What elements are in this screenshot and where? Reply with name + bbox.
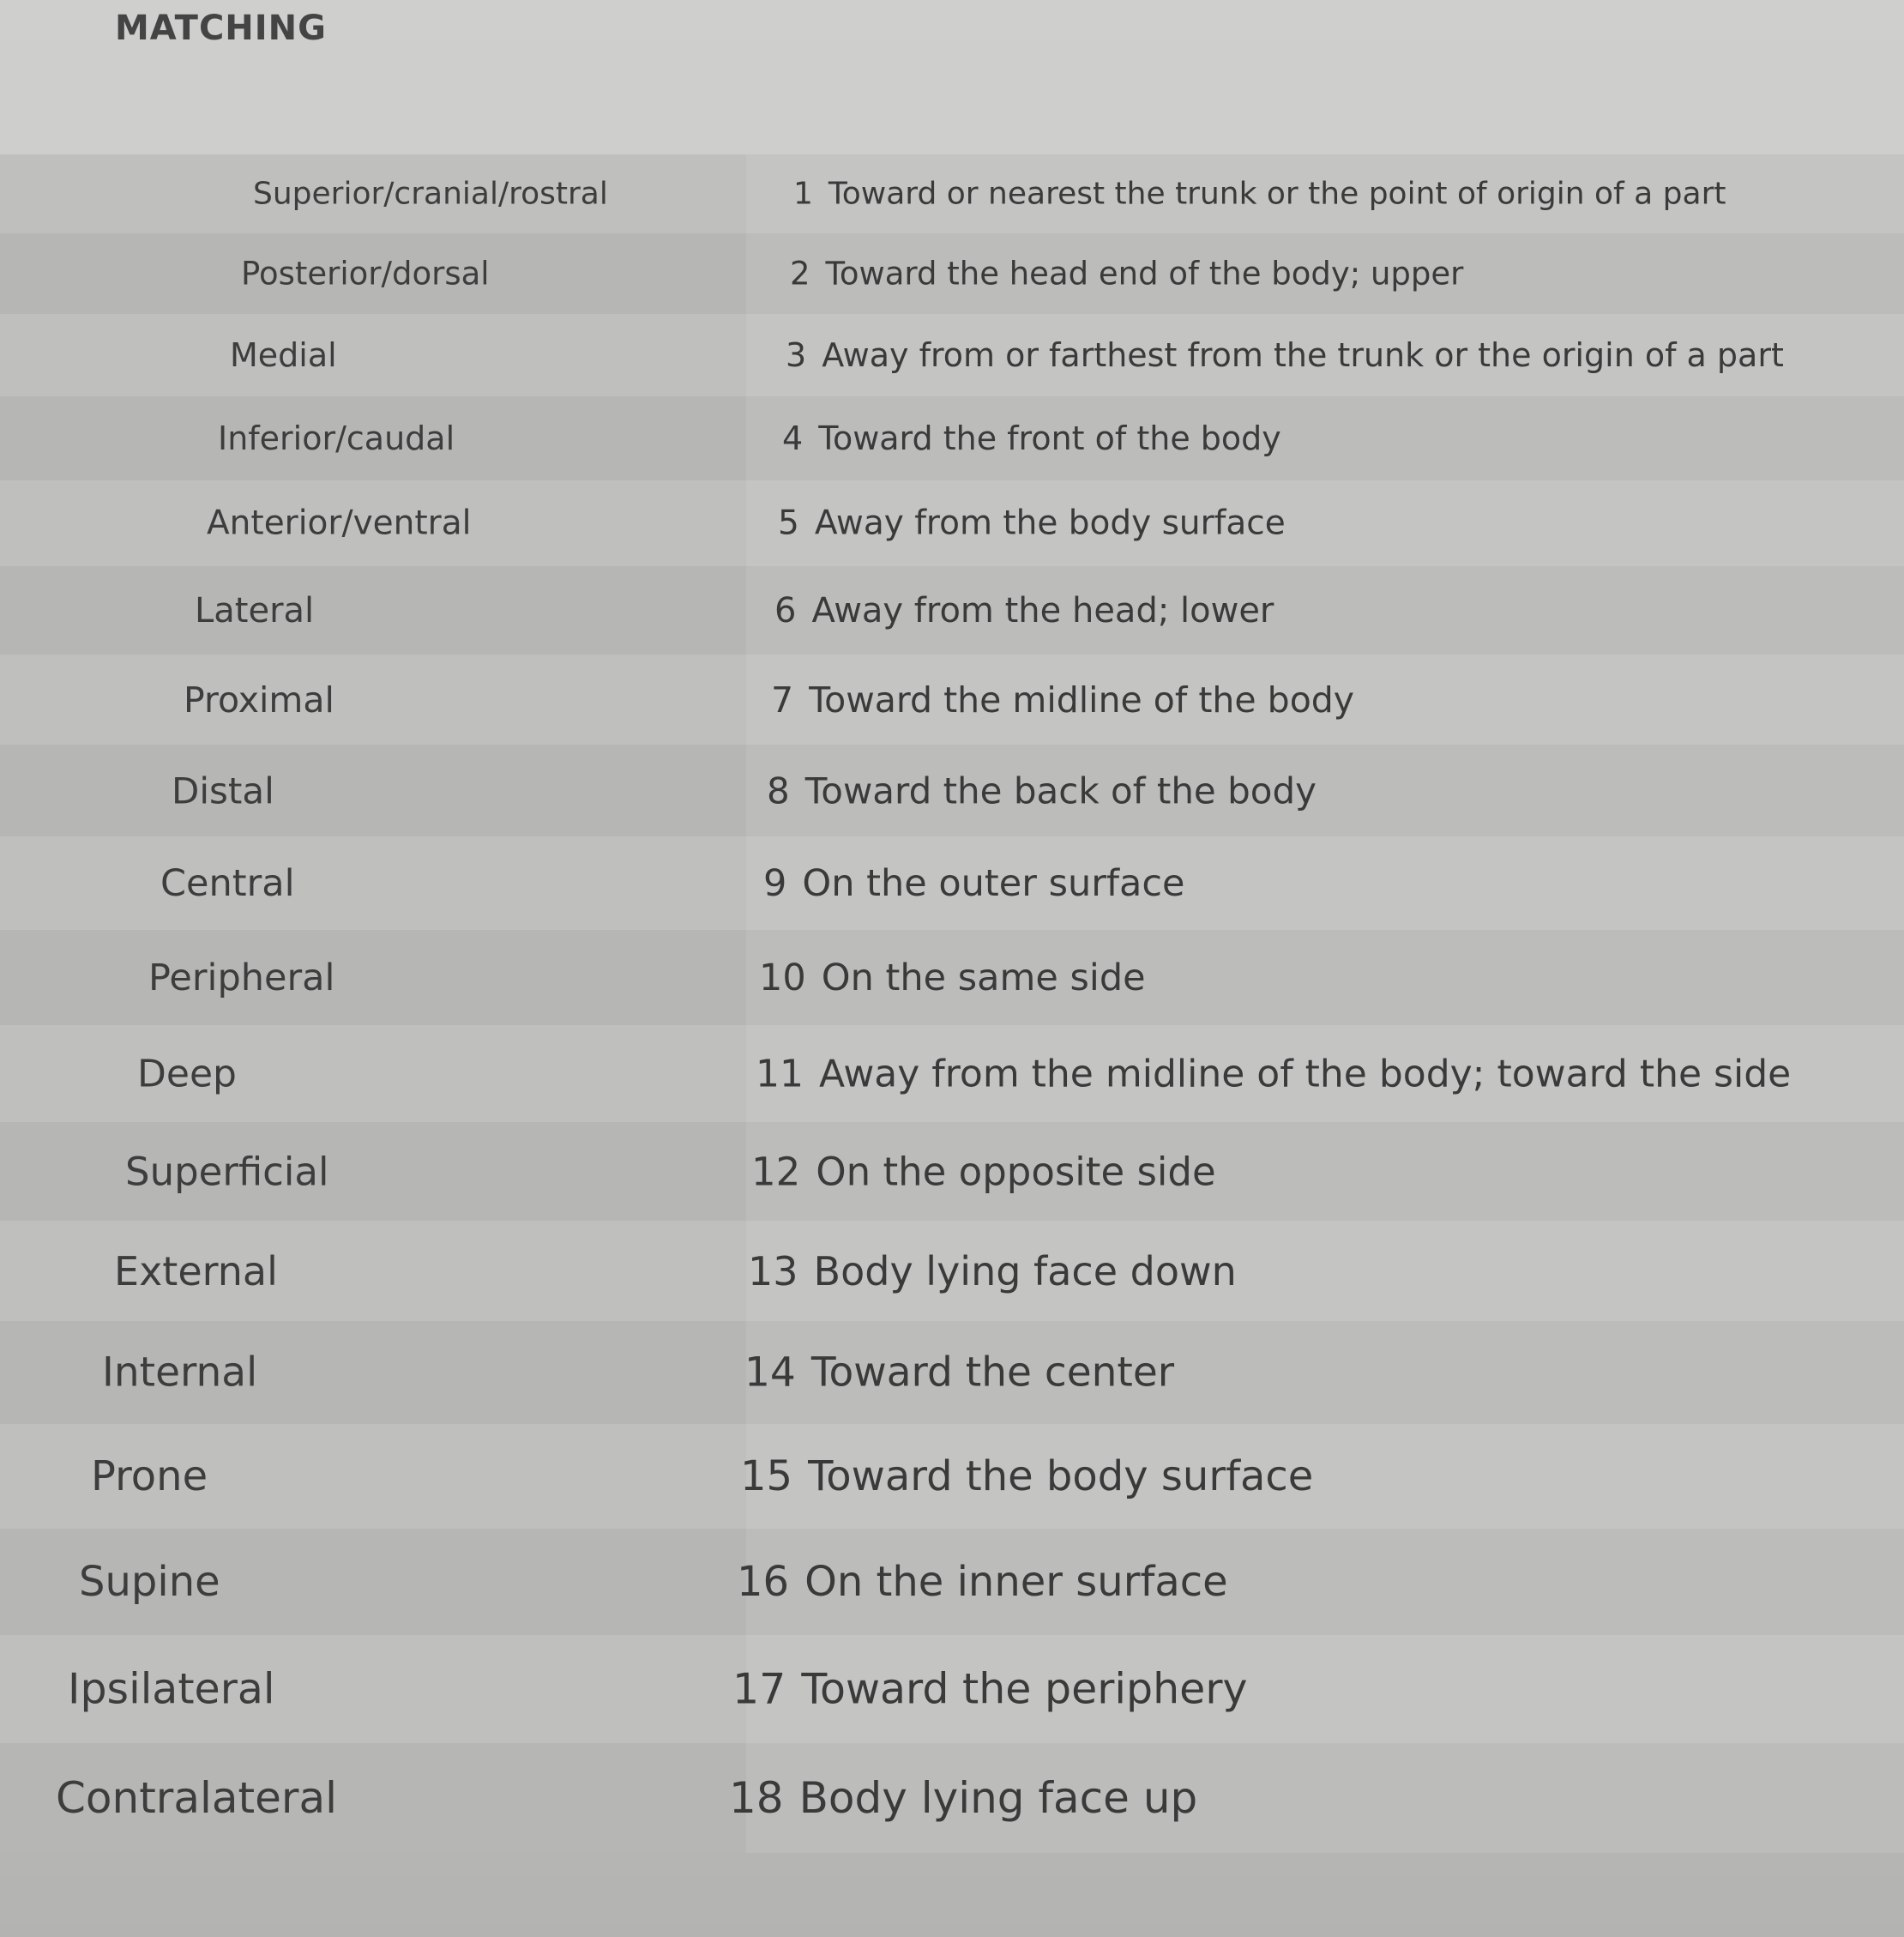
definition-text (729, 1773, 1197, 1823)
definition-number: 4 (782, 419, 804, 457)
definition-number: 3 (786, 336, 807, 374)
term-label: Posterior/dorsal (241, 255, 490, 293)
table-row (0, 314, 1904, 396)
definition-label: On the inner surface (804, 1558, 1228, 1606)
term-label: Central (160, 861, 295, 905)
term-label: Peripheral (148, 956, 335, 999)
definition-label: Away from the midline of the body; toward the side (819, 1052, 1792, 1095)
definition-number: 15 (740, 1452, 793, 1500)
definition-number: 6 (774, 590, 797, 631)
definition-label: Body lying face up (798, 1773, 1198, 1823)
definition-label: Body lying face down (813, 1247, 1237, 1294)
table-row (0, 1025, 1904, 1122)
definition-text (774, 591, 1274, 631)
table-row (0, 655, 1904, 745)
definition-number: 2 (790, 255, 810, 293)
definition-text (782, 419, 1281, 457)
term-label: Proximal (184, 679, 334, 721)
definition-label: Away from the body surface (814, 504, 1286, 543)
table-row (0, 1221, 1904, 1321)
definition-number: 9 (763, 861, 787, 905)
definition-label: Toward the head end of the body; upper (825, 255, 1464, 293)
definition-text (786, 336, 1784, 374)
definition-number: 17 (732, 1664, 786, 1714)
table-row (0, 1743, 1904, 1853)
table-row (0, 1635, 1904, 1743)
term-label: Inferior/caudal (218, 419, 455, 457)
definition-number: 12 (751, 1149, 801, 1194)
definition-text (790, 256, 1463, 293)
table-row (0, 930, 1904, 1025)
definition-text (778, 504, 1286, 543)
term-label: Anterior/ventral (207, 504, 472, 543)
definition-label: On the same side (821, 956, 1146, 999)
table-row (0, 745, 1904, 836)
definition-text (748, 1248, 1237, 1294)
definition-label: On the opposite side (816, 1149, 1216, 1194)
definition-number: 5 (778, 504, 799, 543)
definition-label: Away from or farthest from the trunk or the origin of a part (822, 336, 1784, 374)
definition-label: Toward the body surface (808, 1452, 1314, 1500)
table-row (0, 1424, 1904, 1529)
table-row (0, 836, 1904, 930)
definition-text (793, 177, 1726, 212)
definition-label: Toward the midline of the body (809, 679, 1355, 721)
term-label: External (114, 1247, 278, 1294)
term-label: Superior/cranial/rostral (253, 176, 608, 212)
term-label: Lateral (195, 590, 315, 631)
matching-table (0, 154, 1904, 1853)
term-label: Deep (137, 1052, 237, 1095)
definition-number: 13 (748, 1247, 798, 1294)
definition-number: 16 (737, 1558, 790, 1606)
definition-text (751, 1149, 1216, 1194)
table-row (0, 1321, 1904, 1424)
definition-label: On the outer surface (802, 861, 1185, 905)
term-label: Medial (230, 336, 337, 374)
definition-text (771, 679, 1354, 721)
definition-number: 7 (771, 679, 794, 721)
definition-label: Toward the back of the body (804, 769, 1317, 812)
table-row (0, 1529, 1904, 1635)
definition-number: 11 (756, 1052, 804, 1095)
term-label: Distal (172, 769, 274, 812)
definition-number: 8 (767, 769, 790, 812)
term-label: Contralateral (56, 1773, 337, 1823)
definition-label: Toward the periphery (801, 1664, 1248, 1714)
table-row (0, 566, 1904, 655)
definition-label: Toward or nearest the trunk or the point of origin of a part (828, 176, 1726, 212)
definition-text (756, 1052, 1791, 1095)
table-row (0, 480, 1904, 566)
table-row (0, 396, 1904, 480)
definition-text (763, 862, 1185, 905)
definition-text (767, 769, 1317, 812)
definition-number: 10 (759, 956, 806, 999)
definition-label: Toward the center (810, 1349, 1175, 1397)
table-row (0, 1122, 1904, 1221)
definition-label: Away from the head; lower (811, 590, 1274, 631)
term-label: Prone (91, 1452, 208, 1500)
definition-text (732, 1665, 1247, 1714)
definition-text (740, 1452, 1313, 1500)
term-label: Supine (79, 1558, 220, 1606)
term-label: Ipsilateral (68, 1664, 275, 1714)
definition-number: 14 (744, 1349, 796, 1397)
definition-number: 18 (729, 1773, 784, 1823)
definition-text (759, 956, 1146, 999)
page-title: MATCHING (115, 9, 327, 48)
table-row (0, 154, 1904, 233)
definition-label: Toward the front of the body (818, 419, 1281, 457)
table-row (0, 233, 1904, 314)
term-label: Superficial (125, 1149, 329, 1194)
definition-text (737, 1558, 1228, 1606)
definition-text (744, 1349, 1174, 1397)
definition-number: 1 (793, 176, 813, 212)
term-label: Internal (102, 1349, 258, 1397)
